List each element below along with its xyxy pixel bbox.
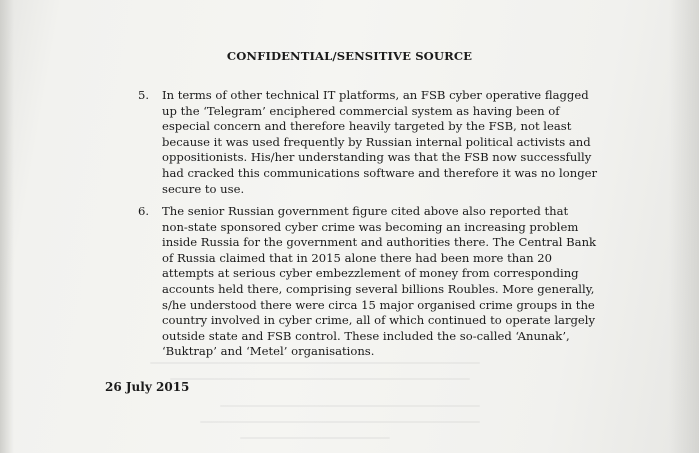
paragraph-line: outside state and FSB control. These included the so-called ‘Anunak’, [162, 328, 570, 343]
paragraph-line: had cracked this communications software and therefore it was no longer [162, 165, 598, 180]
paragraph-line: secure to use. [162, 181, 245, 196]
show-through-line [200, 421, 480, 423]
paragraph-line: non-state sponsored cyber crime was becoming an increasing problem [162, 219, 579, 234]
paragraph-line: attempts at serious cyber embezzlement of money from corresponding [162, 266, 579, 281]
show-through-line [170, 378, 470, 380]
paragraph-5 [162, 88, 597, 197]
paragraph-6 [162, 204, 596, 360]
paragraph-line: oppositionists. His/her understanding was that the FSB now successfully [162, 150, 592, 165]
paragraph-line: s/he understood there were circa 15 major organised crime groups in the [162, 297, 595, 312]
show-through-line [240, 437, 390, 439]
paragraph-line: The senior Russian government figure cited above also reported that [162, 204, 569, 218]
show-through-line [150, 362, 480, 364]
paragraph-number: 5. [138, 88, 150, 102]
paragraph-line: of Russia claimed that in 2015 alone there had been more than 20 [162, 250, 553, 265]
document-date: 26 July 2015 [105, 380, 190, 394]
paragraph-line: accounts held there, comprising several billions Roubles. More generally, [162, 281, 595, 296]
paragraph-line: country involved in cyber crime, all of which continued to operate largely [162, 313, 596, 328]
paragraph-line: especial concern and therefore heavily targeted by the FSB, not least [162, 119, 572, 134]
paragraph-line: In terms of other technical IT platforms, an FSB cyber operative flagged [162, 88, 589, 102]
paragraph-number: 6. [138, 204, 150, 218]
paragraph-line: ‘Buktrap’ and ‘Metel’ organisations. [162, 344, 375, 359]
paragraph-line: inside Russia for the government and authorities there. The Central Bank [162, 235, 597, 250]
show-through-line [220, 405, 480, 407]
paragraph-line: because it was used frequently by Russian internal political activists and [162, 134, 591, 149]
paragraph-line: up the ‘Telegram’ enciphered commercial system as having been of [162, 103, 560, 118]
document-heading: CONFIDENTIAL/SENSITIVE SOURCE [226, 49, 473, 63]
